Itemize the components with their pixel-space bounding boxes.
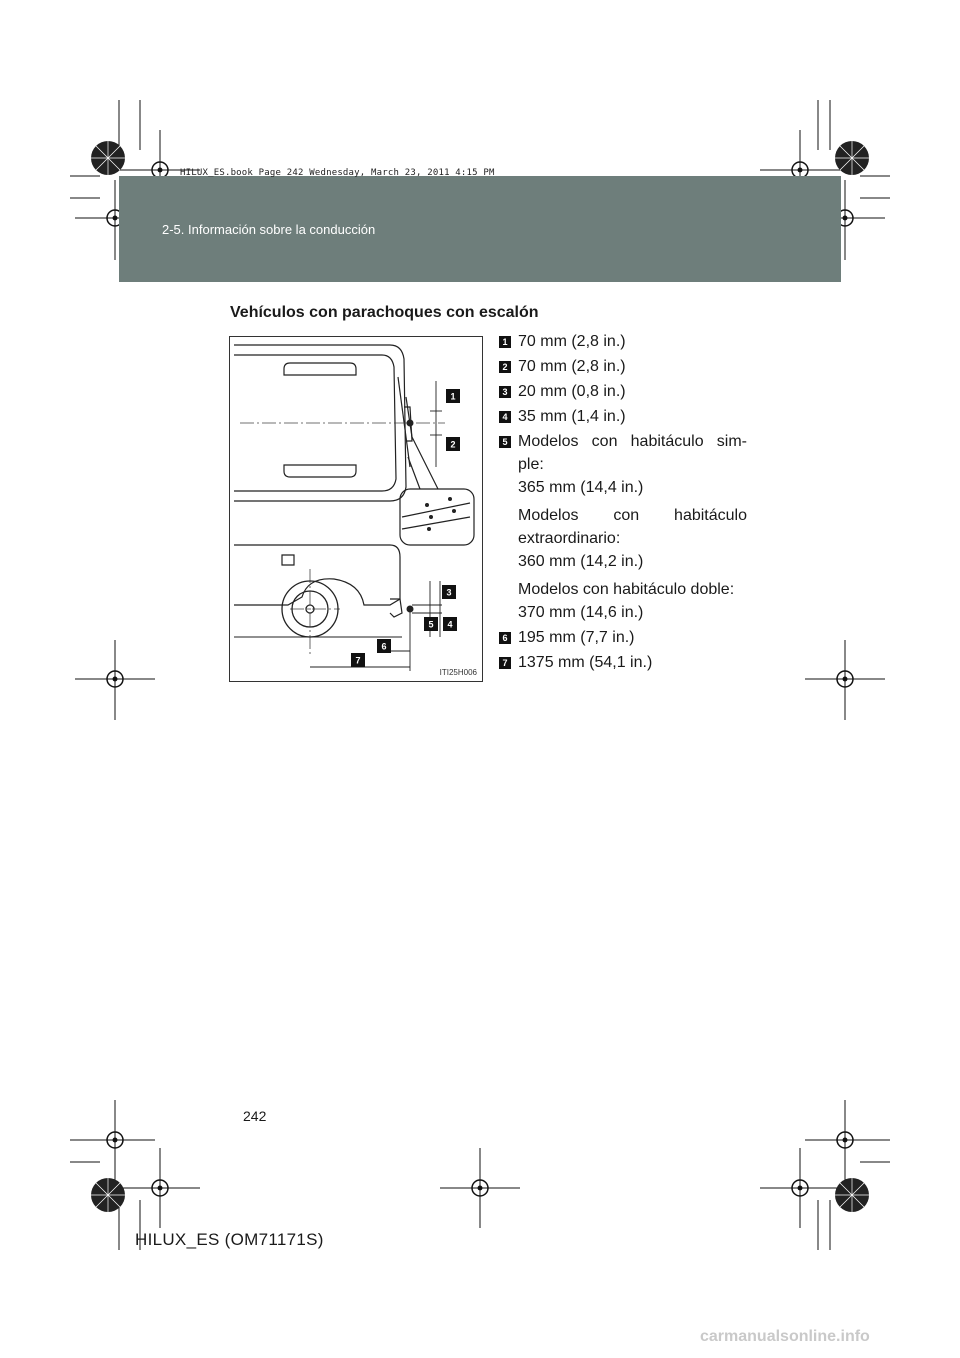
towing-hitch-diagram [229, 336, 483, 682]
spec-number-badge: 5 [499, 436, 511, 448]
footer-doc-id: HILUX_ES (OM71171S) [135, 1230, 324, 1249]
watermark: carmanualsonline.info [700, 1328, 870, 1345]
callout-4: 4 [447, 619, 453, 630]
callout-3: 3 [446, 587, 452, 598]
spec-number-badge: 7 [499, 657, 511, 669]
figure-code: ITI25H006 [439, 668, 477, 677]
spec-item [499, 651, 747, 674]
spec-list [499, 330, 747, 676]
callout-7: 7 [355, 655, 361, 666]
spec-text: 195 mm (7,7 in.) [518, 629, 635, 646]
spec-item [499, 355, 747, 378]
spec-item [499, 405, 747, 428]
model-label-cont: extraordinario: [518, 530, 621, 547]
page-heading: Vehículos con parachoques con escalón [230, 304, 539, 321]
book-stamp: HILUX_ES.book Page 242 Wednesday, March 23, 2011 4:15 PM [180, 168, 495, 178]
spec-number-badge: 3 [499, 386, 511, 398]
callout-6: 6 [381, 641, 387, 652]
callout-2: 2 [450, 439, 456, 450]
spec-number-badge: 1 [499, 336, 511, 348]
spec-number-badge: 4 [499, 411, 511, 423]
callout-1: 1 [450, 391, 456, 402]
spec-number-badge: 2 [499, 361, 511, 373]
spec-text: 35 mm (1,4 in.) [518, 408, 626, 425]
spec-text: 20 mm (0,8 in.) [518, 383, 626, 400]
spec-item-models [499, 430, 747, 624]
page-number: 242 [243, 1108, 267, 1124]
model-label: Modelos con habitáculo sim- [518, 433, 747, 450]
callout-5: 5 [428, 619, 434, 630]
spec-number-badge: 6 [499, 632, 511, 644]
section-title: 2-5. Información sobre la conducción [162, 222, 376, 237]
spec-item [499, 380, 747, 403]
model-value: 360 mm (14,2 in.) [518, 553, 644, 570]
model-value: 370 mm (14,6 in.) [518, 604, 644, 621]
spec-text: 70 mm (2,8 in.) [518, 333, 626, 350]
model-value: 365 mm (14,4 in.) [518, 479, 644, 496]
callout-labels [230, 337, 482, 681]
spec-item [499, 626, 747, 649]
model-label-cont: ple: [518, 456, 544, 473]
spec-text: 70 mm (2,8 in.) [518, 358, 626, 375]
model-label: Modelos con habitáculo doble: [518, 581, 735, 598]
spec-item [499, 330, 747, 353]
spec-text: 1375 mm (54,1 in.) [518, 654, 653, 671]
model-label: Modelos con habitáculo [518, 507, 747, 524]
